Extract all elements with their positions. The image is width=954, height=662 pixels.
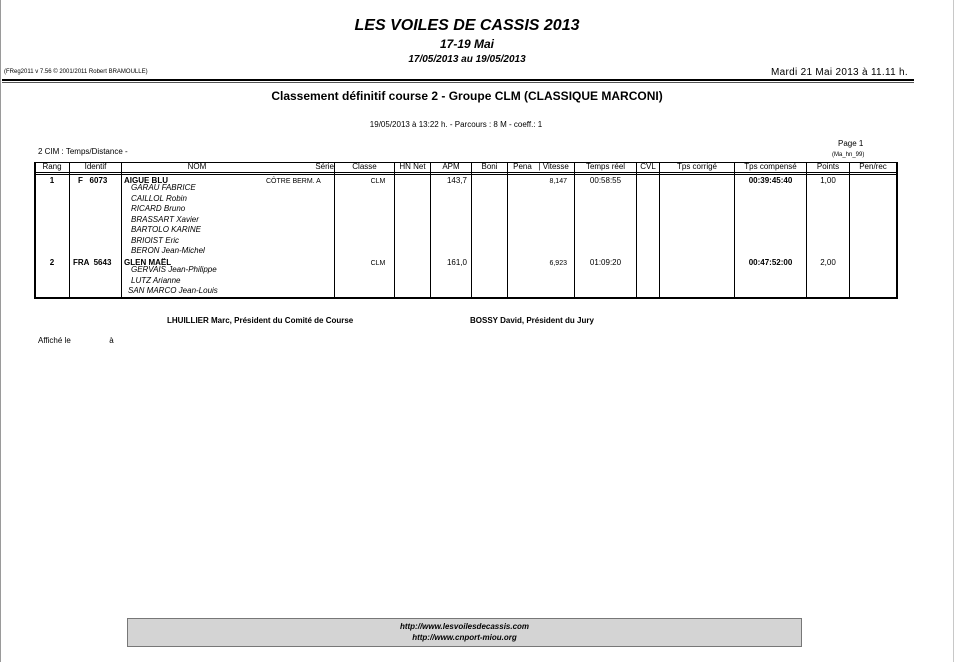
col-header-nom: NOM — [187, 162, 207, 171]
col-header-identif: Identif — [84, 162, 107, 171]
row-temps-reel: 01:09:20 — [589, 258, 622, 267]
event-dates: 17-19 Mai — [439, 37, 495, 51]
crew-list — [128, 265, 218, 297]
software-credit: (FReg2011 v 7.56 © 2001/2011 Robert BRAMOULLE) — [4, 69, 148, 75]
crew-member: BERON Jean-Michel — [131, 246, 205, 255]
row-points: 1,00 — [820, 176, 836, 185]
row-vitesse: 8,147 — [549, 178, 567, 185]
row-identif: FRA 5643 — [73, 258, 112, 267]
col-divider — [121, 162, 122, 298]
table-bottom-rule — [34, 297, 898, 299]
col-header-classe: Classe — [352, 162, 377, 171]
crew-member: GARAU FABRICE — [131, 183, 196, 192]
posted-line — [38, 336, 114, 345]
page-number: Page 1 — [838, 139, 864, 148]
col-header-temps-reel: Temps réel — [585, 162, 626, 171]
crew-member: BRASSART Xavier — [131, 214, 199, 224]
row-apm: 161,0 — [446, 258, 467, 267]
row-apm: 143,7 — [446, 176, 467, 185]
row-vitesse: 6,923 — [549, 260, 567, 267]
row-classe: CLM — [370, 260, 386, 267]
col-divider — [69, 162, 70, 298]
row-boat-name: GLEN MAËL — [124, 258, 172, 267]
posted-at-label: à — [109, 336, 114, 345]
col-divider — [659, 162, 660, 298]
col-divider — [471, 162, 472, 298]
crew-member: SAN MARCO Jean-Louis — [128, 286, 218, 295]
table-header-rule-2 — [34, 174, 898, 175]
race-info: 19/05/2013 à 13:22 h. - Parcours : 8 M - coeff.: 1 — [369, 120, 543, 129]
row-tps-compense: 00:39:45:40 — [748, 176, 793, 185]
col-header-pen-rec: Pen/rec — [859, 162, 887, 171]
col-header-boni: Boni — [481, 162, 498, 171]
row-tps-compense: 00:47:52:00 — [748, 258, 793, 267]
col-divider — [849, 162, 850, 298]
footer-url-voiles[interactable]: http://www.lesvoilesdecassis.com — [399, 622, 530, 631]
row-identif: F 6073 — [78, 176, 108, 185]
crew-member: BRIOIST Eric — [131, 235, 180, 245]
col-header-serie: Série — [315, 162, 334, 171]
jury-president-signature: BOSSY David, Président du Jury — [470, 316, 594, 325]
crew-member: BARTOLO KARINE — [131, 225, 201, 234]
row-points: 2,00 — [820, 258, 836, 267]
footer-url-cnport[interactable]: http://www.cnport-miou.org — [412, 633, 517, 642]
header-rule-thin — [2, 82, 914, 83]
classement-title: Classement définitif course 2 - Groupe CLM (CLASSIQUE MARCONI) — [271, 89, 663, 103]
crew-member: RICARD Bruno — [131, 204, 186, 213]
event-title: LES VOILES DE CASSIS 2013 — [354, 17, 580, 34]
page-code: (Ma_hn_99) — [832, 152, 865, 158]
col-header-points: Points — [816, 162, 840, 171]
row-boat-name: AIGUE BLU — [124, 176, 168, 185]
col-header-pena-vitesse: Pena | Vitesse — [513, 162, 569, 171]
crew-member: GERVAIS Jean-Philippe — [131, 265, 217, 274]
col-header-tps-corrige: Tps corrigé — [676, 162, 717, 171]
posted-label: Affiché le — [38, 336, 71, 345]
scoring-method: 2 CIM : Temps/Distance - — [38, 147, 128, 156]
col-header-rang: Rang — [42, 162, 62, 171]
col-header-tps-compense: Tps compensé — [744, 162, 797, 171]
footer-links — [127, 618, 802, 647]
row-rang: 2 — [49, 258, 55, 267]
col-header-apm: APM — [442, 162, 460, 171]
header-rule — [2, 79, 914, 81]
crew-member: CAILLOL Robin — [131, 193, 187, 203]
col-header-hn-net: HN Net — [399, 162, 426, 171]
row-classe: CLM — [370, 178, 386, 185]
row-rang: 1 — [49, 176, 55, 185]
crew-member: LUTZ Arianne — [131, 275, 181, 285]
row-serie: CÔTRE BERM. A — [266, 178, 321, 185]
race-committee-signature: LHUILLIER Marc, Président du Comité de Course — [167, 316, 354, 325]
col-divider — [636, 162, 637, 298]
crew-list — [131, 183, 205, 257]
table-header-rule — [34, 172, 898, 173]
event-date-range: 17/05/2013 au 19/05/2013 — [408, 54, 526, 65]
print-date: Mardi 21 Mai 2013 à 11.11 h. — [771, 67, 908, 78]
row-temps-reel: 00:58:55 — [589, 176, 622, 185]
col-divider — [896, 162, 898, 298]
col-header-cvl: CVL — [640, 162, 656, 171]
